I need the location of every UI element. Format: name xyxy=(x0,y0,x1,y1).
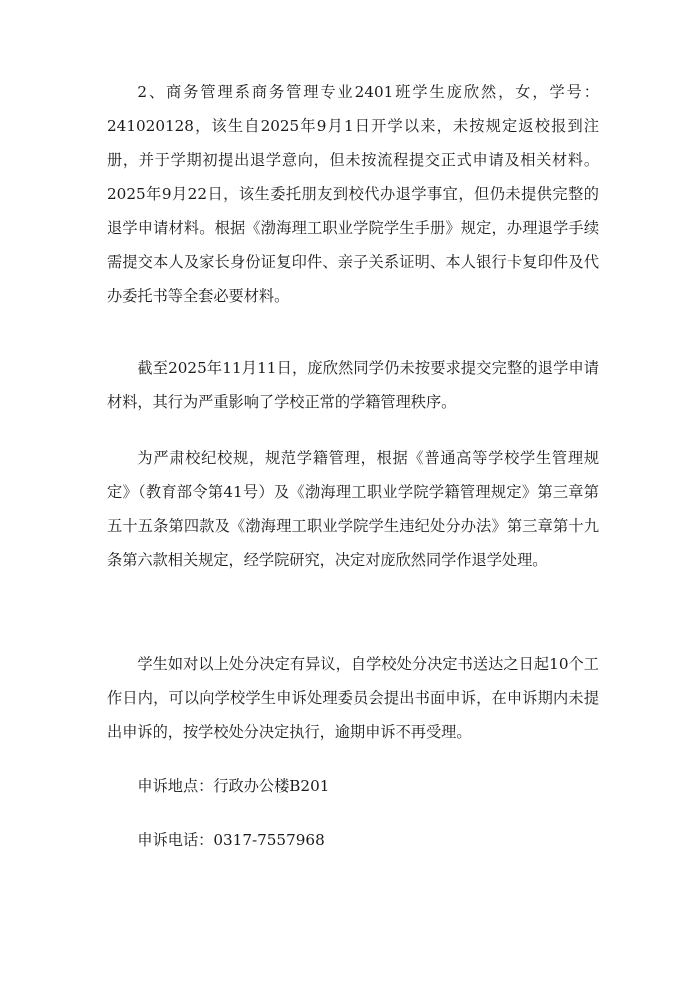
appeal-location: 申诉地点：行政办公楼B201 xyxy=(137,777,330,795)
paragraph-student-case: 2、商务管理系商务管理专业2401班学生庞欣然，女，学号：241020128，该生自2025年9月1日开学以来，未按规定返校报到注册，并于学期初提出退学意向，但未按流程提交正式申请及相关材料。2025年9月22日，该生委托朋友到校代办退学事宜，但仍未提供完整的退学申请材料。根据《渤海理工职业学院学生手册》规定，办理退学手续需提交本人及家长身份证复印件、亲子关系证明、本人银行卡复印件及代办委托书等全套必要材料。 xyxy=(107,83,599,305)
paragraph-deadline-status: 截至2025年11月11日，庞欣然同学仍未按要求提交完整的退学申请材料，其行为严重影响了学校正常的学籍管理秩序。 xyxy=(107,359,599,411)
paragraph-decision: 为严肃校纪校规，规范学籍管理，根据《普通高等学校学生管理规定》（教育部令第41号）及《渤海理工职业学院学籍管理规定》第三章第五十五条第四款及《渤海理工职业学院学生违纪处分办法》第三章第十九条第六款相关规定，经学院研究，决定对庞欣然同学作退学处理。 xyxy=(107,449,599,569)
appeal-phone: 申诉电话：0317-7557968 xyxy=(137,831,325,849)
paragraph-appeal-notice: 学生如对以上处分决定有异议，自学校处分决定书送达之日起10个工作日内，可以向学校学生申诉处理委员会提出书面申诉，在申诉期内未提出申诉的，按学校处分决定执行，逾期申诉不再受理。 xyxy=(107,655,599,741)
